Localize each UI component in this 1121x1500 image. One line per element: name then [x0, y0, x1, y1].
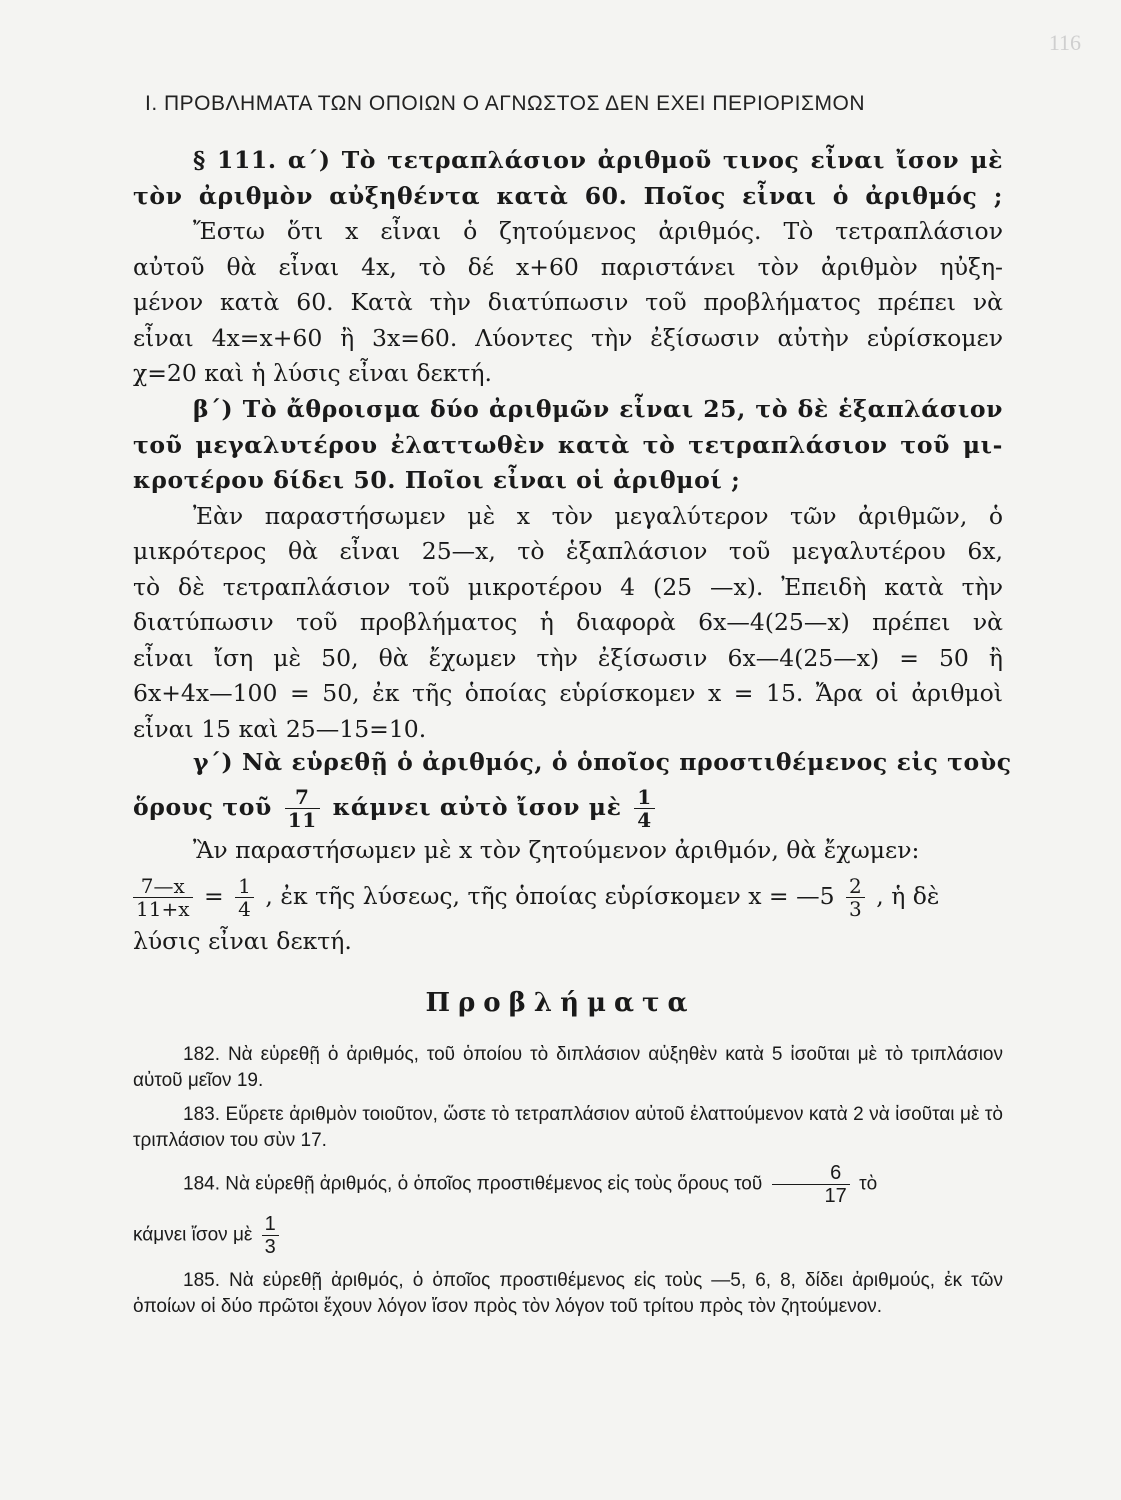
section-beta-line-6: 6x+4x—100 = 50, ἐκ τῆς ὁποίας εὑρίσκομεν x = 15. Ἄρα οἱ ἀριθμοὶ	[133, 679, 1003, 707]
problem-184	[133, 1162, 1003, 1258]
section-alpha-line-2: αὐτοῦ θὰ εἶναι 4x, τὸ δέ x+60 παριστάνει τὸν ἀριθμὸν ηὐξη-	[133, 252, 1003, 281]
equation-end: , ἡ δὲ	[876, 882, 940, 910]
section-gamma-line-1: Ἂν παραστήσωμεν μὲ x τὸν ζητούμενον ἀριθμόν, θὰ ἔχωμεν:	[193, 835, 920, 864]
fraction-1-3	[262, 1213, 279, 1258]
section-beta	[133, 392, 1003, 747]
fraction-denominator: 3	[264, 1236, 276, 1258]
section-alpha	[133, 143, 1003, 392]
section-alpha-line-5: χ=20 καὶ ἡ λύσις εἶναι δεκτή.	[133, 359, 492, 387]
problem-183: 183. Εὕρετε ἀριθμὸν τοιοῦτον, ὥστε τὸ τετραπλάσιον αὐτοῦ ἐλαττούμενον κατὰ 2 νὰ ἰσοῦται μὲ τὸ τριπλάσιον του σὺν 17.	[133, 1104, 1003, 1151]
problem-182: 182. Νὰ εὑρεθῇ ὁ ἀριθμός, τοῦ ὁποίου τὸ διπλάσιον αὐξηθὲν κατὰ 5 ἰσοῦται μὲ τὸ τριπλάσιον αὐτοῦ μεῖον 19.	[133, 1044, 1003, 1091]
section-beta-title-3: κροτέρου δίδει 50. Ποῖοι εἶναι οἱ ἀριθμοί ;	[133, 466, 741, 494]
fraction-denominator: 11	[287, 807, 317, 832]
section-gamma-title-1: γ΄) Νὰ εὑρεθῇ ὁ ἀριθμός, ὁ ὁποῖος προστιθέμενος εἰς τοὺς	[193, 748, 1012, 776]
section-gamma-last-line: λύσις εἶναι δεκτή.	[133, 927, 352, 955]
fraction-denominator: 3	[849, 897, 862, 921]
section-alpha-line-1: Ἔστω ὅτι x εἶναι ὁ ζητούμενος ἀριθμός. Τὸ τετραπλάσιον	[193, 217, 1003, 245]
section-alpha-line-3: μένον κατὰ 60. Κατὰ τὴν διατύπωσιν τοῦ προβλήματος πρέπει νὰ	[133, 288, 1003, 316]
section-beta-line-4: διατύπωσιν τοῦ προβλήματος ἡ διαφορὰ 6x—4(25—x) πρέπει νὰ	[133, 608, 1003, 636]
section-beta-line-7: εἶναι 15 καὶ 25—15=10.	[133, 714, 427, 743]
equals-sign: =	[203, 882, 224, 910]
fraction-6-17	[772, 1162, 850, 1207]
fraction-numerator: 7—x	[133, 875, 193, 898]
section-gamma-title-2b: κάμνει αὐτὸ ἴσον μὲ	[332, 792, 622, 821]
section-beta-line-1: Ἐὰν παραστήσωμεν μὲ x τὸν μεγαλύτερον τῶν ἀριθμῶν, ὁ	[193, 501, 1003, 530]
fraction-rhs	[235, 875, 254, 920]
section-alpha-title-2: τὸν ἀριθμὸν αὐξηθέντα κατὰ 60. Ποῖος εἶναι ὁ ἀριθμός ;	[133, 181, 1003, 210]
section-beta-line-5: εἶναι ἴση μὲ 50, θὰ ἔχωμεν τὴν ἐξίσωσιν 6x—4(25—x) = 50 ἢ	[133, 643, 1003, 672]
fraction-numerator: 7	[285, 786, 320, 809]
fraction-numerator: 2	[846, 875, 865, 898]
fraction-denominator: 17	[824, 1185, 847, 1207]
fraction-result	[846, 875, 865, 920]
equation-text: , ἐκ τῆς λύσεως, τῆς ὁποίας εὑρίσκομεν x = —5	[265, 882, 835, 910]
fraction-1-4	[634, 786, 655, 831]
problems-heading: Προβλήματα	[425, 988, 696, 1018]
fraction-numerator: 6	[772, 1162, 850, 1185]
fraction-lhs	[133, 875, 193, 920]
problem-184-line-2	[133, 1213, 1003, 1258]
fraction-denominator: 4	[637, 807, 652, 832]
section-beta-line-3: τὸ δὲ τετραπλάσιον τοῦ μικροτέρου 4 (25 —x). Ἐπειδὴ κατὰ τὴν	[133, 572, 1003, 601]
problem-184-text-c: κάμνει ἴσον μὲ	[133, 1224, 253, 1246]
fraction-numerator: 1	[262, 1213, 279, 1236]
section-alpha-line-4: εἶναι 4x=x+60 ἢ 3x=60. Λύοντες τὴν ἐξίσωσιν αὐτὴν εὑρίσκομεν	[133, 323, 1003, 352]
fraction-denominator: 4	[238, 897, 251, 921]
fraction-denominator: 11+x	[136, 897, 190, 921]
running-header: I. ΠΡΟΒΛΗΜΑΤΑ ΤΩΝ ΟΠΟΙΩΝ Ο ΑΓΝΩΣΤΟΣ ΔΕΝ ΕΧΕΙ ΠΕΡΙΟΡΙΣΜΟΝ	[145, 92, 865, 115]
problem-185: 185. Νὰ εὑρεθῇ ἀριθμός, ὁ ὁποῖος προστιθέμενος εἰς τοὺς —5, 6, 8, δίδει ἀριθμούς, ἐκ τῶν ὁποίων οἱ δύο πρῶτοι ἔχουν λόγον ἴσον πρὸς τὸν λόγον τοῦ τρίτου πρὸς τὸν ζητούμενον.	[133, 1270, 1003, 1317]
section-beta-title-2: τοῦ μεγαλυτέρου ἐλαττωθὲν κατὰ τὸ τετραπλάσιον τοῦ μι-	[133, 430, 1003, 459]
problem-184-text: 184. Νὰ εὑρεθῇ ἀριθμός, ὁ ὁποῖος προστιθέμενος εἰς τοὺς ὅρους τοῦ	[183, 1173, 763, 1195]
section-gamma-title-2	[133, 781, 1003, 833]
section-gamma	[133, 745, 1012, 960]
fraction-numerator: 1	[634, 786, 655, 809]
section-beta-title-1: β΄) Τὸ ἄθροισμα δύο ἀριθμῶν εἶναι 25, τὸ δὲ ἑξαπλάσιον	[193, 395, 1003, 423]
fraction-numerator: 1	[235, 875, 254, 898]
page-number: 116	[1048, 30, 1081, 55]
fraction-7-11	[285, 786, 320, 831]
problem-184-text-b: τὸ	[859, 1173, 878, 1195]
section-beta-line-2: μικρότερος θὰ εἶναι 25—x, τὸ ἑξαπλάσιον τοῦ μεγαλυτέρου 6x,	[133, 537, 1003, 565]
section-gamma-equation	[133, 868, 1003, 924]
section-alpha-title-1: § 111. α΄) Τὸ τετραπλάσιον ἀριθμοῦ τινος εἶναι ἴσον μὲ	[193, 146, 1003, 174]
section-gamma-title-2a: ὅρους τοῦ	[133, 792, 272, 821]
problems-list	[133, 1042, 1003, 1328]
